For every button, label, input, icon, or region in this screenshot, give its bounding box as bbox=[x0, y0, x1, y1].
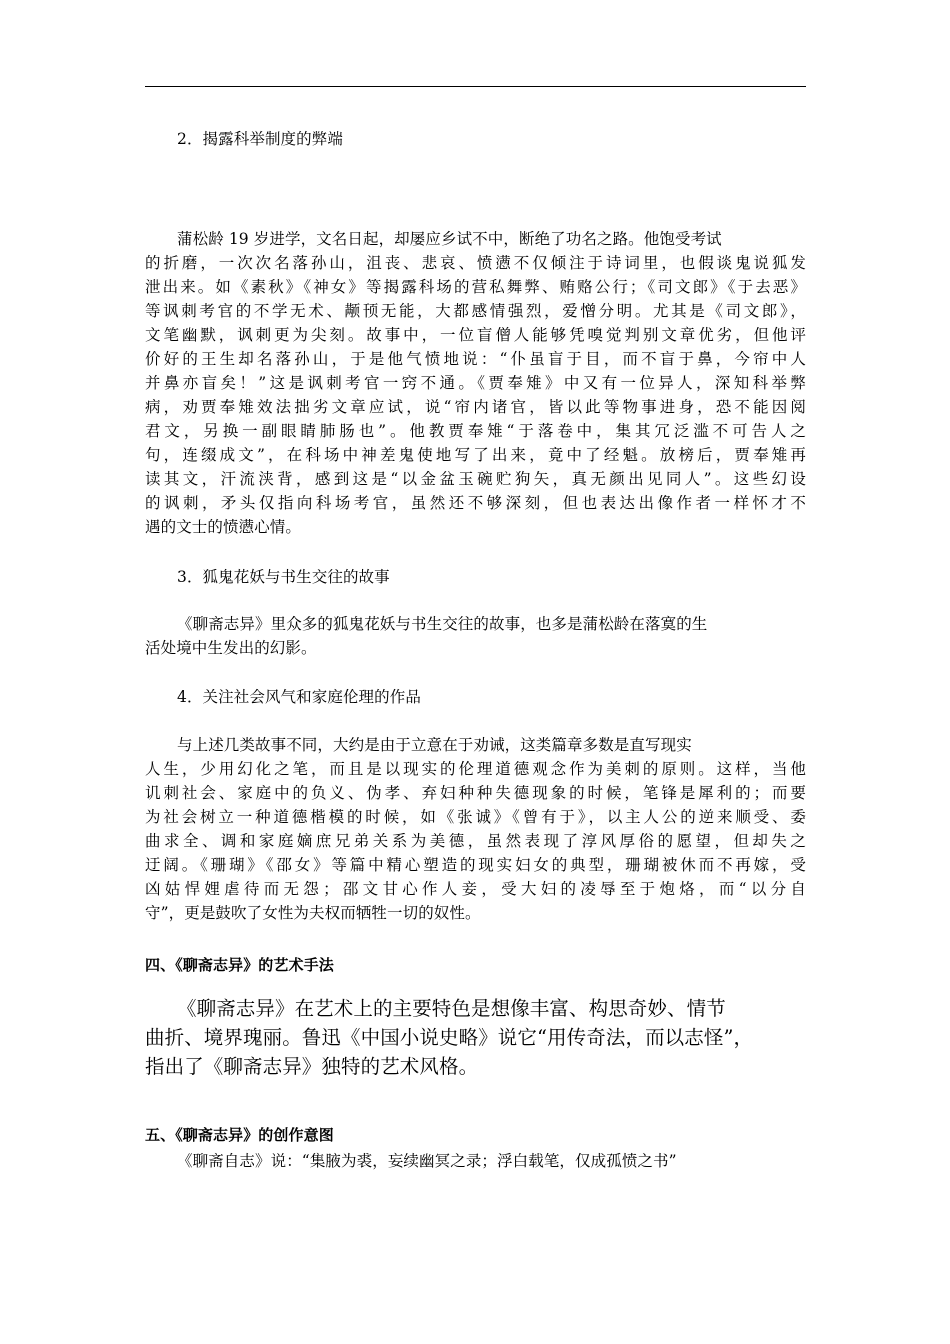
paragraph-line: 《聊斋自志》说：“集腋为裘，妄续幽冥之录；浮白载笔，仅成孤愤之书” bbox=[177, 1152, 677, 1170]
section-heading-4: 4．关注社会风气和家庭伦理的作品 bbox=[177, 688, 421, 706]
paragraph-line: 的折磨，一次次名落孙山，沮丧、悲哀、愤懑不仅倾注于诗词里，也假谈鬼说狐发 bbox=[145, 254, 806, 272]
paragraph-line: 为社会树立一种道德楷模的时候，如《张诚》《曾有于》，以主人公的逆来顺受、委 bbox=[145, 808, 806, 826]
paragraph-line: 讥刺社会、家庭中的负义、伪孝、弃妇种种失德现象的时候，笔锋是犀利的；而要 bbox=[145, 784, 806, 802]
paragraph-line: 等讽刺考官的不学无术、颟顸无能，大都感情强烈，爱憎分明。尤其是《司文郎》， bbox=[145, 302, 806, 320]
paragraph-line: 的讽刺，矛头仅指向科场考官，虽然还不够深刻，但也表达出像作者一样怀才不 bbox=[145, 494, 806, 512]
paragraph-line: 曲求全、调和家庭嫡庶兄弟关系为美德，虽然表现了淳风厚俗的愿望，但却失之 bbox=[145, 832, 806, 850]
section-heading-3: 3．狐鬼花妖与书生交往的故事 bbox=[177, 568, 390, 586]
paragraph-line: 君文，另换一副眼睛肺肠也”。他教贾奉雉“于落卷中，集其冗泛滥不可告人之 bbox=[145, 422, 806, 440]
paragraph-line: 指出了《聊斋志异》独特的艺术风格。 bbox=[145, 1055, 479, 1078]
chapter-heading-intent: 五、《聊斋志异》的创作意图 bbox=[145, 1126, 334, 1144]
chapter-heading-art: 四、《聊斋志异》的艺术手法 bbox=[145, 956, 334, 974]
paragraph-line: 病，劝贾奉雉效法拙劣文章应试，说“帘内诸官，皆以此等物事进身，恐不能因阅 bbox=[145, 398, 806, 416]
paragraph-line: 《聊斋志异》里众多的狐鬼花妖与书生交往的故事，也多是蒲松龄在落寞的生 bbox=[177, 615, 708, 633]
paragraph-line: 《聊斋志异》在艺术上的主要特色是想像丰富、构思奇妙、情节 bbox=[177, 997, 726, 1020]
paragraph-line: 曲折、境界瑰丽。鲁迅《中国小说史略》说它“用传奇法，而以志怪”， bbox=[145, 1026, 754, 1049]
paragraph-line: 文笔幽默，讽刺更为尖刻。故事中，一位盲僧人能够凭嗅觉判别文章优劣，但他评 bbox=[145, 326, 806, 344]
paragraph-line: 活处境中生发出的幻影。 bbox=[145, 639, 317, 657]
paragraph-line: 迂阔。《珊瑚》《邵女》等篇中精心塑造的现实妇女的典型，珊瑚被休而不再嫁，受 bbox=[145, 856, 806, 874]
paragraph-line: 与上述几类故事不同，大约是由于立意在于劝诫，这类篇章多数是直写现实 bbox=[177, 736, 692, 754]
paragraph-line: 守”，更是鼓吹了女性为夫权而牺牲一切的奴性。 bbox=[145, 904, 481, 922]
paragraph-line: 读其文，汗流浃背，感到这是“以金盆玉碗贮狗矢，真无颜出见同人”。这些幻设 bbox=[145, 470, 806, 488]
paragraph-line: 凶姑悍娌虐待而无怨；邵文甘心作人妾，受大妇的凌辱至于炮烙，而“以分自 bbox=[145, 880, 806, 898]
header-rule bbox=[145, 86, 806, 87]
paragraph-line: 价好的王生却名落孙山，于是他气愤地说：“仆虽盲于目，而不盲于鼻，今帘中人 bbox=[145, 350, 806, 368]
paragraph-line: 遇的文士的愤懑心情。 bbox=[145, 518, 302, 536]
paragraph-line: 并鼻亦盲矣！”这是讽刺考官一窍不通。《贾奉雉》中又有一位异人，深知科举弊 bbox=[145, 374, 806, 392]
paragraph-line: 人生，少用幻化之笔，而且是以现实的伦理道德观念作为美刺的原则。这样，当他 bbox=[145, 760, 806, 778]
paragraph-line: 泄出来。如《素秋》《神女》等揭露科场的营私舞弊、贿赂公行；《司文郎》《于去恶》 bbox=[145, 278, 806, 296]
section-heading-2: 2．揭露科举制度的弊端 bbox=[177, 130, 343, 148]
paragraph-line: 句，连缀成文”，在科场中神差鬼使地写了出来，竟中了经魁。放榜后，贾奉雉再 bbox=[145, 446, 806, 464]
paragraph-line: 蒲松龄 19 岁进学，文名日起，却屡应乡试不中，断绝了功名之路。他饱受考试 bbox=[177, 230, 722, 248]
